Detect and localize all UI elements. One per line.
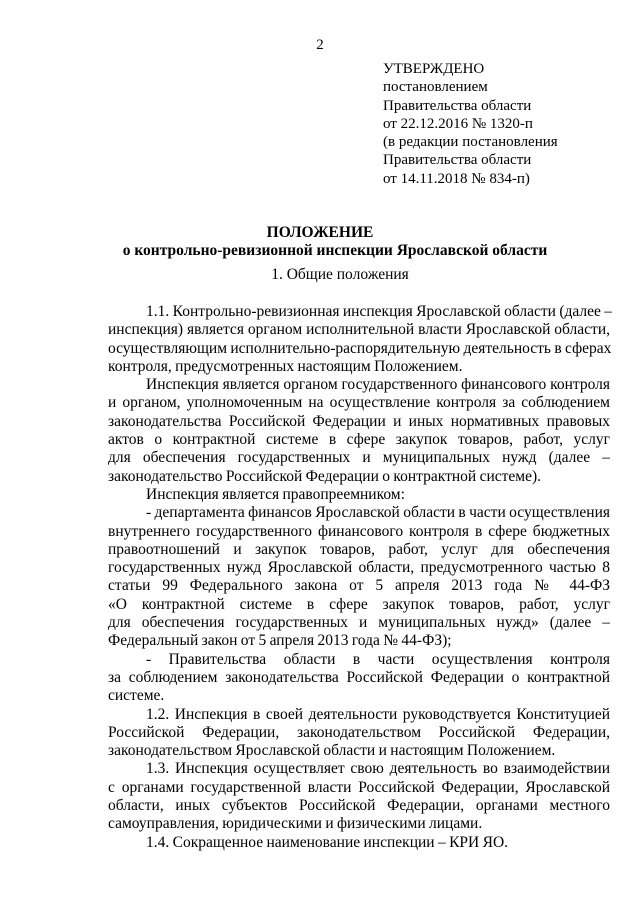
title-line: ПОЛОЖЕНИЕ bbox=[266, 224, 374, 241]
body-line: Инспекция является органом государственного финансового контроля bbox=[146, 376, 610, 394]
approval-line: от 22.12.2016 № 1320-п bbox=[383, 115, 533, 132]
approval-line: УТВЕРЖДЕНО bbox=[383, 61, 485, 77]
section-heading: 1. Общие положения bbox=[271, 266, 409, 283]
approval-line: от 14.11.2018 № 834-п) bbox=[383, 170, 530, 187]
body-line: Инспекция является правопреемником: bbox=[146, 485, 405, 503]
body-line: - департамента финансов Ярославской области в части осуществления bbox=[146, 504, 610, 522]
body-line: 1.1. Контрольно-ревизионная инспекция Ярославской области (далее – bbox=[146, 303, 613, 320]
approval-line: Правительства области bbox=[383, 152, 532, 169]
document-title bbox=[0, 224, 640, 260]
body-line: законодательство Российской Федерации о контрактной системе). bbox=[108, 467, 541, 485]
body-line: самоуправления, юридическими и физическими лицами. bbox=[108, 815, 483, 833]
body-line: 1.4. Сокращенное наименование инспекции – КРИ ЯО. bbox=[146, 833, 509, 851]
body-line: 1.3. Инспекция осуществляет свою деятельность во взаимодействии bbox=[146, 760, 610, 778]
body-line: законодательства Российской Федерации и иных нормативных правовых bbox=[108, 412, 610, 430]
body-line: законодательством Ярославской области и настоящим Положением. bbox=[108, 742, 556, 760]
body-line: государственных нужд Ярославской области, предусмотренного частью 8 bbox=[108, 559, 610, 577]
body-line: и органом, уполномоченным на осуществление контроля за соблюдением bbox=[108, 394, 610, 412]
document-body bbox=[108, 303, 613, 852]
body-line: «О контрактной системе в сфере закупок товаров, работ, услуг bbox=[108, 595, 610, 613]
body-line: актов о контрактной системе в сфере закупок товаров, работ, услуг bbox=[108, 431, 610, 449]
approval-line: постановлением bbox=[383, 79, 488, 96]
approval-line: (в редакции постановления bbox=[383, 134, 558, 151]
approval-line: Правительства области bbox=[383, 97, 532, 114]
body-line: осуществляющим исполнительно-распорядительную деятельность в сферах bbox=[108, 339, 612, 357]
body-line: контроля, предусмотренных настоящим Положением. bbox=[108, 357, 463, 375]
body-line: Российской Федерации, законодательством Российской Федерации, bbox=[108, 723, 610, 741]
body-line: системе. bbox=[108, 687, 165, 705]
body-line: области, иных субъектов Российской Федерации, органами местного bbox=[108, 797, 610, 815]
title-subline: о контрольно-ревизионной инспекции Ярославской области bbox=[122, 242, 548, 259]
body-line: инспекция) является органом исполнительной власти Ярославской области, bbox=[108, 321, 610, 339]
body-line: статьи 99 Федерального закона от 5 апреля 2013 года № 44-ФЗ bbox=[108, 577, 610, 595]
body-line: для обеспечения государственных и муниципальных нужд (далее – bbox=[108, 449, 610, 467]
body-line: Федеральный закон от 5 апреля 2013 года № 44-ФЗ); bbox=[108, 632, 452, 650]
body-line: - Правительства области в части осуществления контроля bbox=[146, 650, 610, 668]
body-line: за соблюдением законодательства Российской Федерации о контрактной bbox=[108, 668, 610, 686]
body-line: для обеспечения государственных и муниципальных нужд» (далее – bbox=[108, 614, 610, 632]
approval-stamp bbox=[383, 60, 633, 188]
body-line: 1.2. Инспекция в своей деятельности руководствуется Конституцией bbox=[146, 705, 610, 723]
page-number: 2 bbox=[316, 37, 324, 53]
body-line: с органами государственной власти Российской Федерации, Ярославской bbox=[108, 778, 610, 796]
body-line: правоотношений и закупок товаров, работ, услуг для обеспечения bbox=[108, 540, 610, 558]
body-line: внутреннего государственного финансового контроля в сфере бюджетных bbox=[108, 522, 610, 540]
